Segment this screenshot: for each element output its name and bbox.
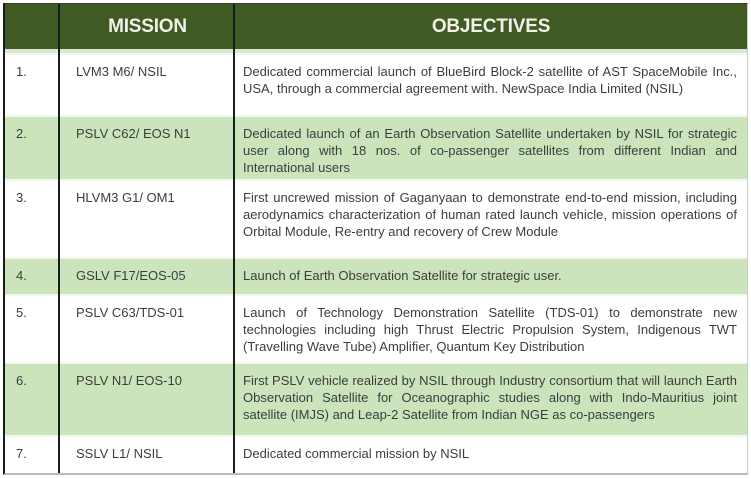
- table-row: [5, 115, 747, 179]
- objective-cell: Launch of Earth Observation Satellite for strategic user.: [243, 268, 562, 283]
- row-number: 4.: [16, 268, 27, 283]
- row-number: 7.: [16, 446, 27, 461]
- row-number: 1.: [16, 64, 27, 79]
- header-mission: MISSION: [108, 15, 187, 37]
- missions-table: [3, 3, 748, 475]
- row-number: 5.: [16, 305, 27, 320]
- table-row: [5, 435, 747, 473]
- objective-cell: Dedicated commercial launch of BlueBird Block-2 satellite of AST SpaceMobile Inc., USA, through a commercial agreement with. NewSpace India Limited (NSIL): [243, 64, 737, 96]
- row-number: 2.: [16, 126, 27, 141]
- header-objectives: OBJECTIVES: [431, 15, 551, 37]
- table-row: [5, 257, 747, 294]
- mission-cell: HLVM3 G1/ OM1: [76, 190, 175, 205]
- mission-cell: LVM3 M6/ NSIL: [76, 64, 167, 79]
- table-row: [5, 362, 747, 435]
- mission-cell: PSLV N1/ EOS-10: [76, 373, 182, 388]
- column-divider-1: [58, 4, 60, 473]
- row-number: 6.: [16, 373, 27, 388]
- table-header-row: [5, 4, 747, 49]
- table-row: [5, 179, 747, 257]
- mission-cell: GSLV F17/EOS-05: [76, 268, 186, 283]
- objective-cell: Dedicated launch of an Earth Observation Satellite undertaken by NSIL for strategic user along with 18 nos. of co-passenger satellites from different Indian and International users: [243, 126, 737, 175]
- mission-cell: SSLV L1/ NSIL: [76, 446, 163, 461]
- column-divider-2: [233, 4, 235, 473]
- header-number-cell: [5, 4, 60, 49]
- mission-cell: PSLV C63/TDS-01: [76, 305, 185, 320]
- row-number: 3.: [16, 190, 27, 205]
- objective-cell: First uncrewed mission of Gaganyaan to demonstrate end-to-end mission, including aerodynamics characterization of human rated launch vehicle, mission operations of Orbital Module, Re-entry and recovery of Crew Module: [243, 190, 737, 239]
- objective-cell: First PSLV vehicle realized by NSIL through Industry consortium that will launch Earth Observation Satellite for Oceanographic studies along with Indo-Mauritius joint satellite (IMJS) and Leap-2 Satellite from Indian NGE as co-passengers: [243, 373, 737, 422]
- mission-cell: PSLV C62/ EOS N1: [76, 126, 191, 141]
- objective-cell: Dedicated commercial mission by NSIL: [243, 446, 470, 461]
- table-row: [5, 294, 747, 362]
- table-row: [5, 53, 747, 115]
- objective-cell: Launch of Technology Demonstration Satellite (TDS-01) to demonstrate new technologies including high Thrust Electric Propulsion System, Indigenous TWT (Travelling Wave Tube) Amplifier, Quantum Key Distribution: [243, 305, 737, 354]
